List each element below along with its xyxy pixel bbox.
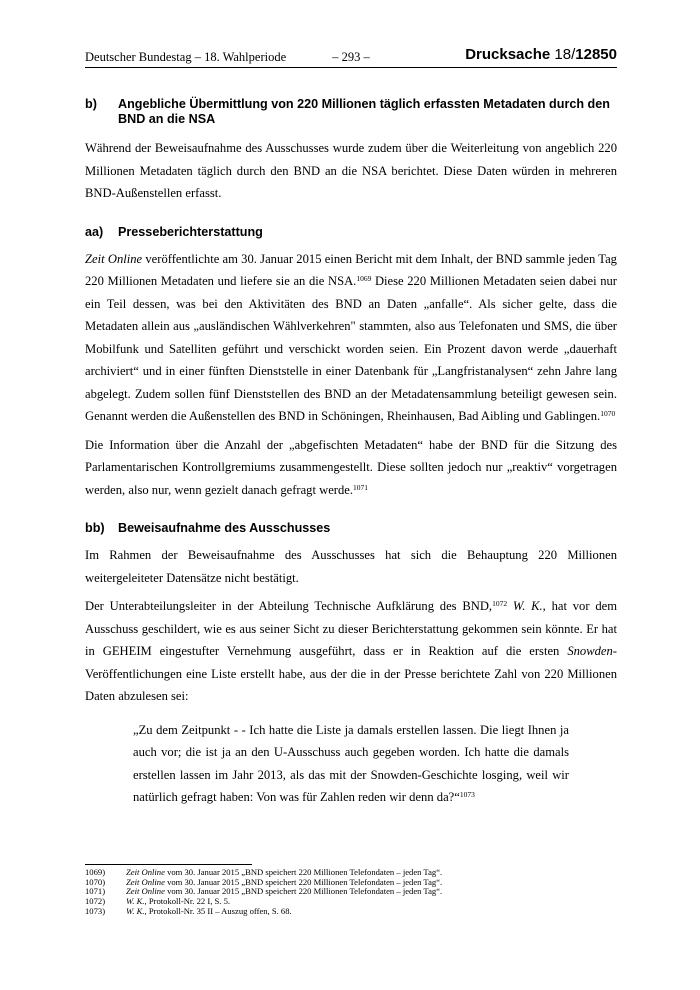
footnote-ref-1071: 1071 [353,482,369,492]
footnote-ref-1072: 1072 [492,599,508,608]
paragraph-press-report [85,248,617,428]
quote-text: „Zu dem Zeitpunkt - - Ich hatte die Liste ja damals erstellen lassen. Die liegt Ihnen ja auch vor; die ist ja an den U-Ausschuss auch gegeben worden. Ich hatte die damals erstellen lassen im Jahr 2013, als das mit der Snowden-Geschichte losging, weil wir natürlich gefragt haben: Von was für Zahlen reden wir denn da?“ [133,722,569,804]
heading-aa [85,225,617,240]
footnote-detail: vom 30. Januar 2015 „BND speichert 220 Millionen Telefondaten – jeden Tag“. [164,867,443,877]
press-report-text-b: Diese 220 Millionen Metadaten seien dabei nur ein Teil dessen, was bei den Aktivitäten des BND an Daten „anfalle“. Als sicher gelte, dass die Metadaten allein aus „ausländischen Wählverkehren" stammten, also aus Telefonaten und SMS, die über Mobilfunk und Satelliten geführt und verschickt worden seien. Ein Prozent davon werde „dauerhaft archiviert“ und in einer fünften Dienststelle in einer Datenbank für „Langfristanalysen“ zehn Jahre lang abgelegt. Zudem sollen fünf Dienststellen des BND an der Metadatensammlung beteiligt gewesen sein. Genannt werden die Außenstellen des BND in Schöningen, Rheinhausen, Bad Aibling und Gablingen. [85,274,617,423]
footnote-divider [85,864,252,865]
witness-quote [133,719,569,809]
footnote-number: 1070) [85,876,106,887]
footnote-source: Zeit Online [126,876,165,887]
snowden-name: Snowden [567,644,613,658]
heading-bb [85,521,617,536]
drucksache-period: 18/ [554,46,576,63]
page-header [85,46,617,68]
footnote-detail: vom 30. Januar 2015 „BND speichert 220 Millionen Telefondaten – jeden Tag“. [164,886,443,897]
heading-aa-number: aa) [85,224,104,239]
header-parliament: Deutscher Bundestag – 18. Wahlperiode [85,50,287,64]
footnote-ref-1070: 1070 [600,409,616,418]
drucksache-number [465,46,617,63]
witness-text-c: -Veröffentlichungen eine Liste erstellt habe, aus der die in der Presse berichtete Zahl von 220 Millionen Daten abzulesen sei: [85,644,617,703]
footnote-source: Zeit Online [126,867,165,877]
witness-text-a: Der Unterabteilungsleiter in der Abteilung Technische Aufklärung des BND, [85,599,493,613]
footnotes [85,868,617,917]
press-report-text-a: veröffentlichte am 30. Januar 2015 einen Bericht mit dem Inhalt, der BND sammle jeden Tag 220 Millionen Metadaten und liefere sie an die NSA. [85,251,617,288]
footnote-ref-1073: 1073 [459,790,475,799]
footnote-detail: vom 30. Januar 2015 „BND speichert 220 Millionen Telefondaten – jeden Tag“. [164,876,443,887]
page-number: – 293 – [332,50,370,64]
footnote-source: W. K. [126,905,145,916]
heading-b-number: b) [85,97,97,111]
footnote-text [126,907,617,917]
footnote-detail: , Protokoll-Nr. 35 II – Auszug offen, S. 68. [144,905,292,916]
main-content [85,97,617,809]
footnote-number: 1071) [85,886,106,897]
heading-aa-title: Presseberichterstattung [118,224,263,239]
source-zeit-online: Zeit Online [85,251,143,266]
footnote-source: Zeit Online [126,886,165,897]
drucksache-label: Drucksache [465,46,551,63]
footnote-source: W. K. [126,896,145,907]
heading-bb-title: Beweisaufnahme des Ausschusses [118,521,331,535]
witness-name: W. K. [507,599,543,613]
paragraph-evidence: Im Rahmen der Beweisaufnahme des Ausschusses hat sich die Behauptung 220 Millionen weitergeleiteter Datensätze nicht bestätigt. [85,548,617,585]
footnote-ref-1069: 1069 [356,274,372,283]
heading-bb-number: bb) [85,521,105,535]
footnote-item [85,907,617,917]
paragraph-intro: Während der Beweisaufnahme des Ausschusses wurde zudem über die Weiterleitung von angeblich 220 Millionen Metadaten täglich durch den BND an die NSA berichtet. Diese Daten würden in mehreren BND-Außenstellen erfasst. [85,141,617,200]
information-text: Die Information über die Anzahl der „abgefischten Metadaten“ habe der BND für die Sitzung des Parlamentarischen Kontrollgremiums zusammengestellt. Diese sollten jedoch nur „reaktiv“ vorgetragen werden, also nur, wenn gezielt danach gefragt werde. [85,437,617,497]
witness-text-b: , hat vor dem Ausschuss geschildert, wie es aus seiner Sicht zu dieser Berichterstattung gekommen sein könnte. Er hat in GEHEIM eingestufter Vernehmung ausgeführt, dass er in Reaktion auf die ersten [85,599,618,658]
heading-b-title: Angebliche Übermittlung von 220 Millionen täglich erfassten Metadaten durch den BND an die NSA [118,97,610,126]
heading-b [85,97,617,127]
paragraph-witness [85,595,617,708]
footnote-number: 1069) [85,867,106,877]
drucksache-id: 12850 [575,46,617,63]
footnote-number: 1072) [85,896,106,907]
footnote-number: 1073) [85,905,106,916]
paragraph-information [85,434,617,502]
footnote-detail: , Protokoll-Nr. 22 I, S. 5. [144,896,231,907]
